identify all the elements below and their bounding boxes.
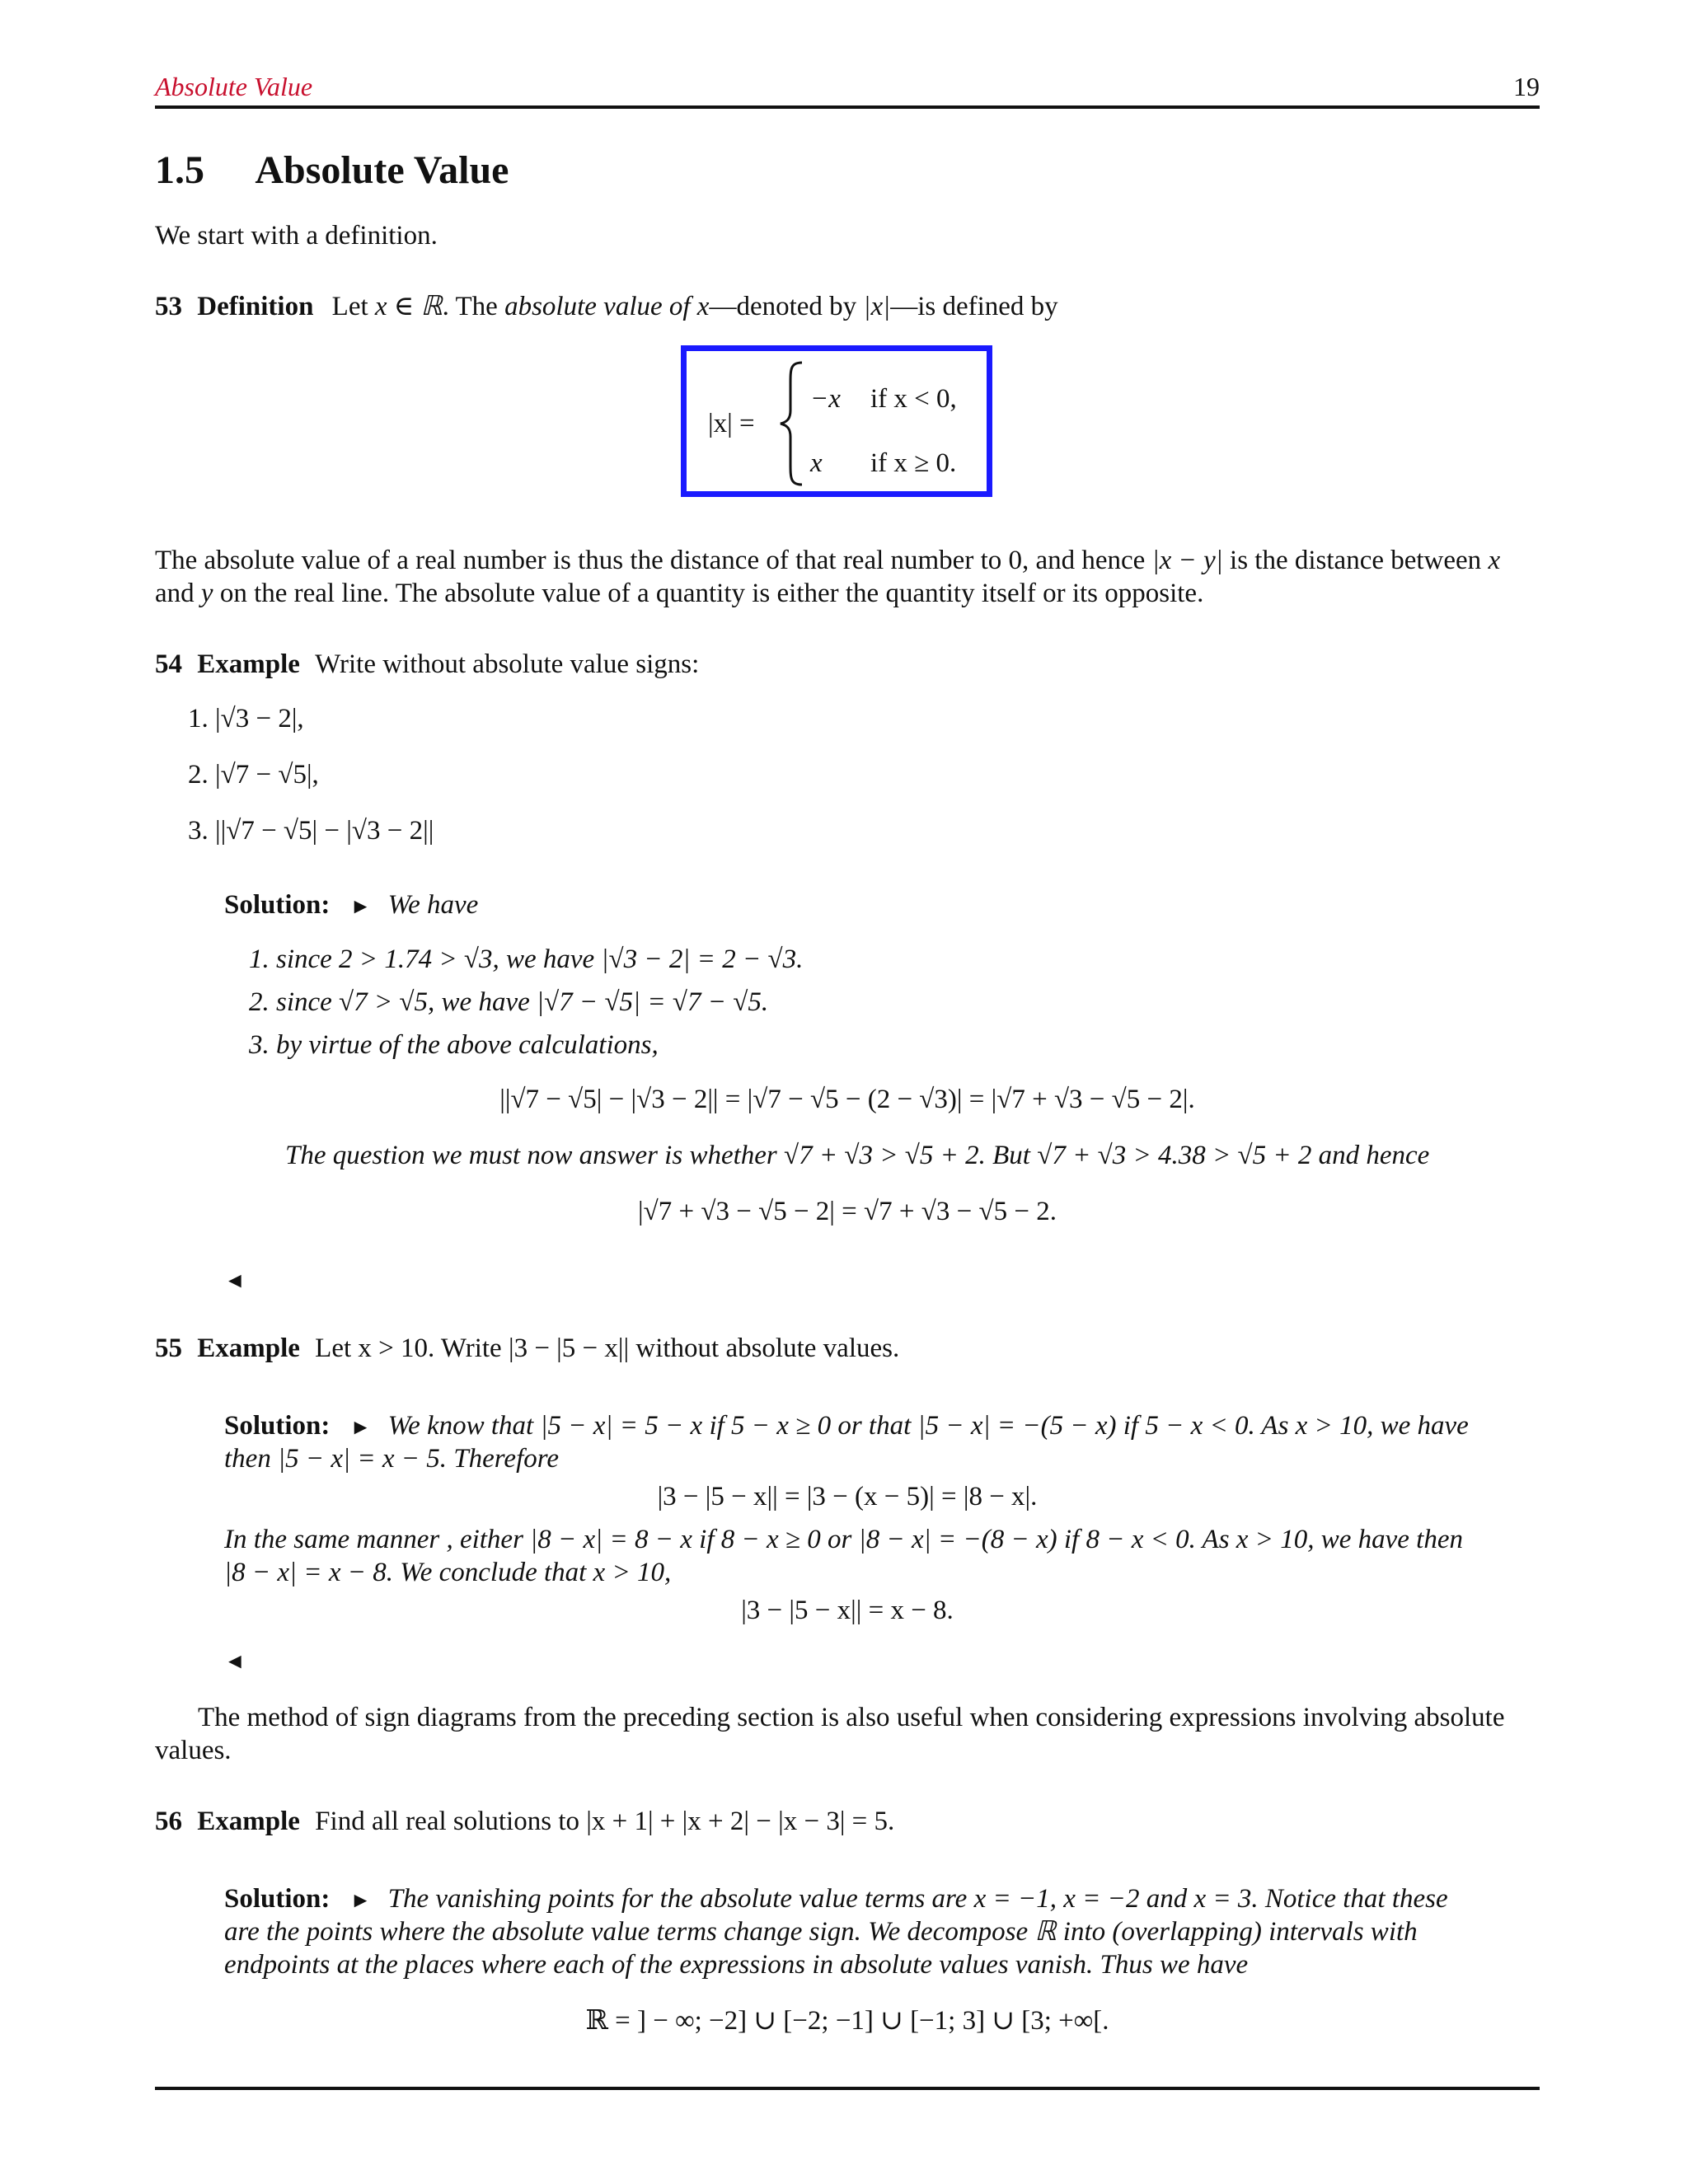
case1-value: −x [810,384,841,414]
definition-text: —is defined by [890,292,1058,321]
paragraph-math: y [200,579,213,608]
solution-54-intro [224,888,478,921]
solution-open-marker: ► [349,1415,372,1439]
solution-text: then |5 − x| = x − 5. Therefore [224,1444,560,1474]
example-text: Find all real solutions to |x + 1| + |x + 2| − |x − 3| = 5. [315,1807,895,1836]
intro-text: We start with a definition. [155,221,438,251]
paragraph-math: x [1488,546,1501,575]
solution-55-line1 [224,1409,1469,1442]
display-equation: ||√7 − √5| − |√3 − 2|| = |√7 − √5 − (2 − √3)| = |√7 + √3 − √5 − 2|. [499,1085,1195,1114]
definition-label: Definition [197,292,314,321]
solution-open-marker: ► [349,1888,372,1912]
example-number: 55 [155,1333,182,1363]
solution-open-marker: ► [349,894,372,918]
example-number: 54 [155,649,182,679]
solution-text: In the same manner , either |8 − x| = 8 − x if 8 − x ≥ 0 or |8 − x| = −(8 − x) if 8 − x < 0. As x > 10, we have then [224,1525,1463,1554]
list-item: 3. ||√7 − √5| − |√3 − 2|| [188,816,434,846]
paragraph-math: |x − y| [1151,546,1223,575]
example-text: Write without absolute value signs: [315,649,700,679]
display-equation: |√7 + √3 − √5 − 2| = √7 + √3 − √5 − 2. [638,1197,1057,1226]
section-heading [155,147,509,195]
solution-56-line1 [224,1882,1448,1915]
definition-box [681,345,992,497]
example-55-heading [155,1332,899,1365]
solution-text: We know that |5 − x| = 5 − x if 5 − x ≥ 0 or that |5 − x| = −(5 − x) if 5 − x < 0. As x > 10, we have [387,1411,1469,1441]
example-text: Let x > 10. Write |3 − |5 − x|| without absolute values. [315,1333,900,1363]
case2-condition: if x ≥ 0. [870,448,957,478]
definition-text: —denoted by [709,292,864,321]
example-label: Example [197,1333,300,1363]
example-label: Example [197,1807,300,1836]
example-label: Example [197,649,300,679]
display-equation: |3 − |5 − x|| = x − 8. [741,1596,954,1625]
case2-value: x [810,448,823,478]
solution-close-marker: ◄ [224,1268,246,1292]
solution-label: Solution: [224,1411,331,1441]
left-brace [777,359,805,488]
section-number: 1.5 [155,148,204,192]
solution-step: 2. since √7 > √5, we have |√7 − √5| = √7 − √5. [249,987,769,1017]
solution-text: We have [387,890,479,920]
solution-text: The question we must now answer is whether √7 + √3 > √5 + 2. But √7 + √3 > 4.38 > √5 + 2 and hence [285,1141,1430,1170]
definition-math-x-in-R: x ∈ ℝ [374,292,443,321]
paragraph-text: on the real line. The absolute value of a quantity is either the quantity itself or its opposite. [213,579,1204,608]
example-56-heading [155,1805,894,1838]
running-title: Absolute Value [155,72,313,101]
paragraph-sign-diagrams: The method of sign diagrams from the preceding section is also useful when considering expressions involving absolute [198,1703,1505,1732]
definition-term: absolute value of x [504,292,710,321]
page-number: 19 [1513,72,1540,101]
definition-lhs: |x| = [708,409,755,438]
paragraph-distance [155,544,1540,577]
solution-text: are the points where the absolute value terms change sign. We decompose ℝ into (overlapping) intervals with [224,1917,1418,1947]
paragraph-text: and [155,579,201,608]
solution-label: Solution: [224,890,331,920]
paragraph-distance-line2 [155,577,1203,610]
definition-math-abs-x: |x| [863,292,891,321]
solution-text: The vanishing points for the absolute value terms are x = −1, x = −2 and x = 3. Notice that these [387,1884,1448,1914]
case1-condition: if x < 0, [870,384,957,414]
example-54-heading [155,648,699,681]
example-number: 56 [155,1807,182,1836]
solution-close-marker: ◄ [224,1649,246,1673]
solution-step: 3. by virtue of the above calculations, [249,1030,659,1060]
definition-text: . The [442,292,505,321]
footer-rule [155,2087,1540,2090]
list-item: 2. |√7 − √5|, [188,760,319,790]
display-equation: |3 − |5 − x|| = |3 − (x − 5)| = |8 − x|. [657,1482,1038,1511]
display-equation: ℝ = ] − ∞; −2] ∪ [−2; −1] ∪ [−1; 3] ∪ [3; +∞[. [585,2006,1109,2036]
definition-number: 53 [155,292,182,321]
definition-53 [155,290,1058,323]
solution-step: 1. since 2 > 1.74 > √3, we have |√3 − 2| = 2 − √3. [249,944,804,974]
paragraph-text: The absolute value of a real number is thus the distance of that real number to 0, and hence [155,546,1152,575]
paragraph-sign-diagrams-line2: values. [155,1736,232,1765]
paragraph-text: is the distance between [1222,546,1489,575]
solution-label: Solution: [224,1884,331,1914]
header-rule [155,105,1540,109]
definition-text: Let [331,292,375,321]
section-title: Absolute Value [255,148,509,192]
solution-text: endpoints at the places where each of the expressions in absolute values vanish. Thus we have [224,1950,1249,1980]
list-item: 1. |√3 − 2|, [188,704,304,733]
solution-text: |8 − x| = x − 8. We conclude that x > 10, [224,1558,672,1587]
